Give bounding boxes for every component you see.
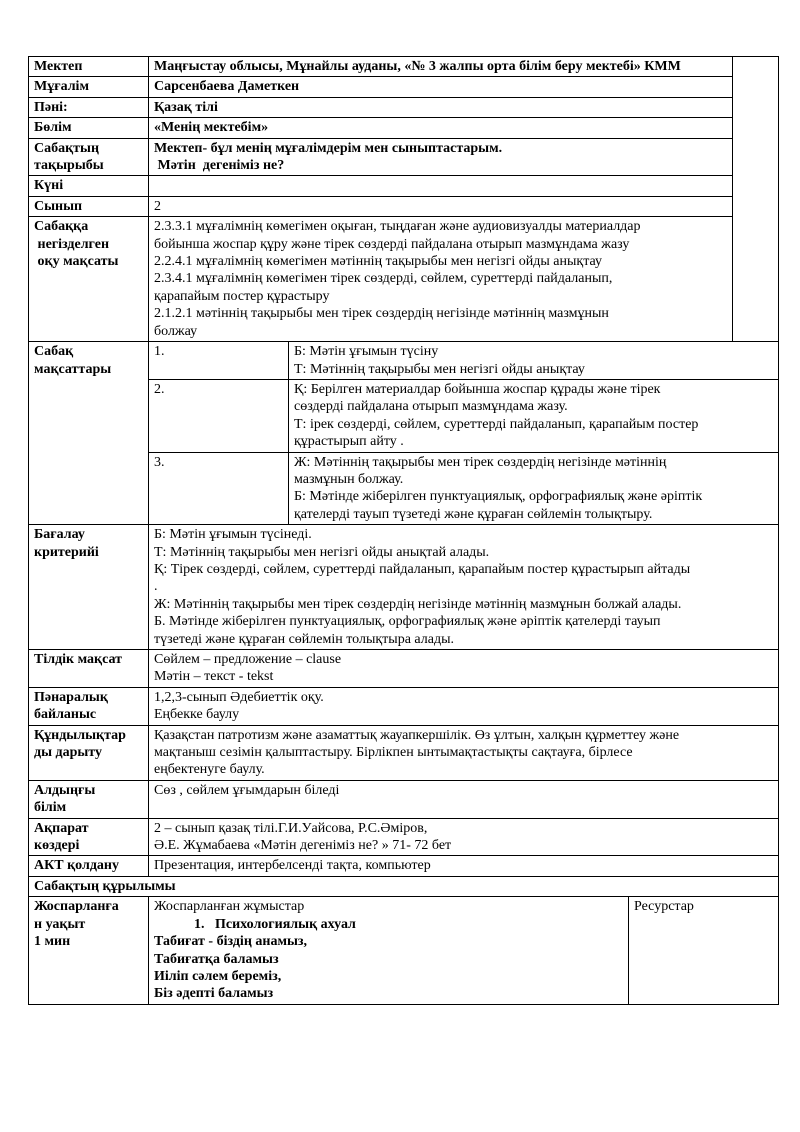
row-objectives	[29, 217, 779, 342]
teacher-value: Сарсенбаева Даметкен	[149, 77, 733, 97]
school-value: Маңғыстау облысы, Мұнайлы ауданы, «№ 3 жалпы орта білім беру мектебі» КММ	[149, 57, 733, 77]
row-grade	[29, 196, 779, 216]
objectives-value: 2.3.3.1 мұғалімнің көмегімен оқыған, тыңдаған және аудиовизуалды материалдар бойынша жоспар құру және тірек сөздерді пайдалана отырып мазмұндама жазу 2.2.4.1 мұғалімнің көмегімен мәтіннің тақырыбы мен негізгі ойды анықтау 2.3.4.1 мұғалімнің көмегімен тірек сөздерді, сөйлем, суреттерді пайдаланып, қарапайым постер құрастыру 2.1.2.1 мәтіннің тақырыбы мен тірек сөздердің негізінде мәтіннің мазмұнын болжау	[149, 217, 733, 342]
row-school	[29, 57, 779, 77]
plan-work-cell	[149, 897, 629, 1004]
topic-label: Сабақтың тақырыбы	[29, 138, 149, 176]
teacher-label: Мұғалім	[29, 77, 149, 97]
prior-label: Алдыңғы білім	[29, 780, 149, 818]
lesson-goal-number: 1.	[149, 342, 289, 380]
section-value: «Менің мектебім»	[149, 118, 733, 138]
plan-time-label: Жоспарланға н уақыт 1 мин	[29, 897, 149, 1004]
row-subject	[29, 97, 779, 117]
plan-item-title: 1. Психологиялық ахуал	[194, 916, 356, 932]
topic-value: Мектеп- бұл менің мұғалімдерім мен сыныптастарым. Мәтін дегеніміз не?	[149, 138, 733, 176]
row-structure	[29, 876, 779, 896]
poem-line: Табиғат - біздің анамыз,	[154, 934, 308, 950]
poem-line: Біз әдепті баламыз	[154, 986, 274, 1002]
values-value: Қазақстан патротизм және азаматтық жауапкершілік. Өз ұлтын, халқын құрметтеу және мақтаныш сезімін қалыптастыру. Бірлікпен ынтымақтастықты сақтауға, бірлесе еңбектенуге баулу.	[149, 725, 779, 780]
row-topic	[29, 138, 779, 176]
row-plan	[29, 897, 779, 1004]
row-prior	[29, 780, 779, 818]
row-sources	[29, 818, 779, 856]
school-label: Мектеп	[29, 57, 149, 77]
row-teacher	[29, 77, 779, 97]
subject-value: Қазақ тілі	[149, 97, 733, 117]
ict-label: АКТ қолдану	[29, 856, 149, 876]
day-label: Күні	[29, 176, 149, 196]
row-language	[29, 650, 779, 688]
row-section	[29, 118, 779, 138]
lesson-goals-label: Сабақ мақсаттары	[29, 342, 149, 525]
lesson-goal-number: 2.	[149, 379, 289, 452]
criteria-label: Бағалау критерийі	[29, 525, 149, 650]
plan-work-heading: Жоспарланған жұмыстар	[154, 899, 305, 915]
empty-right-column	[733, 57, 779, 342]
row-ict	[29, 856, 779, 876]
row-criteria	[29, 525, 779, 650]
cross-label: Пәнаралық байланыс	[29, 687, 149, 725]
row-values	[29, 725, 779, 780]
row-cross	[29, 687, 779, 725]
sources-value: 2 – сынып қазақ тілі.Г.И.Уайсова, Р.С.Әміров, Ә.Е. Жұмабаева «Мәтін дегеніміз не? » 71- 72 бет	[149, 818, 779, 856]
cross-value: 1,2,3-сынып Әдебиеттік оқу. Еңбекке баулу	[149, 687, 779, 725]
row-day	[29, 176, 779, 196]
criteria-value: Б: Мәтін ұғымын түсінеді. Т: Мәтіннің тақырыбы мен негізгі ойды анықтай алады. Қ: Тірек сөздерді, сөйлем, суреттерді пайдаланып, қарапайым постер құрастырып айтады . Ж: Мәтіннің тақырыбы мен тірек сөздердің негізінде мәтіннің мазмұнын болжай алады. Б. Мәтінде жіберілген пунктуациялық, орфографиялық және әріптік қателерді тауып түзетеді және құраған сөйлемін толықтыра алады.	[149, 525, 779, 650]
language-label: Тілдік мақсат	[29, 650, 149, 688]
lesson-goal-number: 3.	[149, 452, 289, 525]
plan-resources-cell: Ресурстар	[629, 897, 779, 1004]
subject-label: Пәні:	[29, 97, 149, 117]
values-label: Құндылықтар ды дарыту	[29, 725, 149, 780]
ict-value: Презентация, интербелсенді тақта, компьютер	[149, 856, 779, 876]
lesson-goal-text: Б: Мәтін ұғымын түсіну Т: Мәтіннің тақырыбы мен негізгі ойды анықтау	[289, 342, 779, 380]
poem-line: Табиғатқа баламыз	[154, 951, 279, 967]
day-value	[149, 176, 733, 196]
lesson-goal-text: Қ: Берілген материалдар бойынша жоспар құрады және тірек сөздерді пайдалана отырып мазмұндама жазу. Т: ірек сөздерді, сөйлем, суреттерді пайдаланып, қарапайым постер құрастырып айту .	[289, 379, 779, 452]
sources-label: Ақпарат көздері	[29, 818, 149, 856]
prior-value: Сөз , сөйлем ұғымдарын біледі	[149, 780, 779, 818]
poem-line: Иіліп сәлем береміз,	[154, 968, 282, 984]
grade-value: 2	[149, 196, 733, 216]
lesson-plan-page	[28, 56, 778, 1005]
grade-label: Сынып	[29, 196, 149, 216]
language-value: Сөйлем – предложение – clause Мәтін – текст - tekst	[149, 650, 779, 688]
row-lesson-goal-1	[29, 342, 779, 380]
structure-heading: Сабақтың құрылымы	[29, 876, 779, 896]
section-label: Бөлім	[29, 118, 149, 138]
lesson-plan-table	[28, 56, 779, 1005]
objectives-label: Сабаққа негізделген оқу мақсаты	[29, 217, 149, 342]
lesson-goal-text: Ж: Мәтіннің тақырыбы мен тірек сөздердің негізінде мәтіннің мазмұнын болжау. Б: Мәтінде жіберілген пунктуациялық, орфографиялық және әріптік қателерді тауып түзетеді және құраған сөйлемін толықтыру.	[289, 452, 779, 525]
